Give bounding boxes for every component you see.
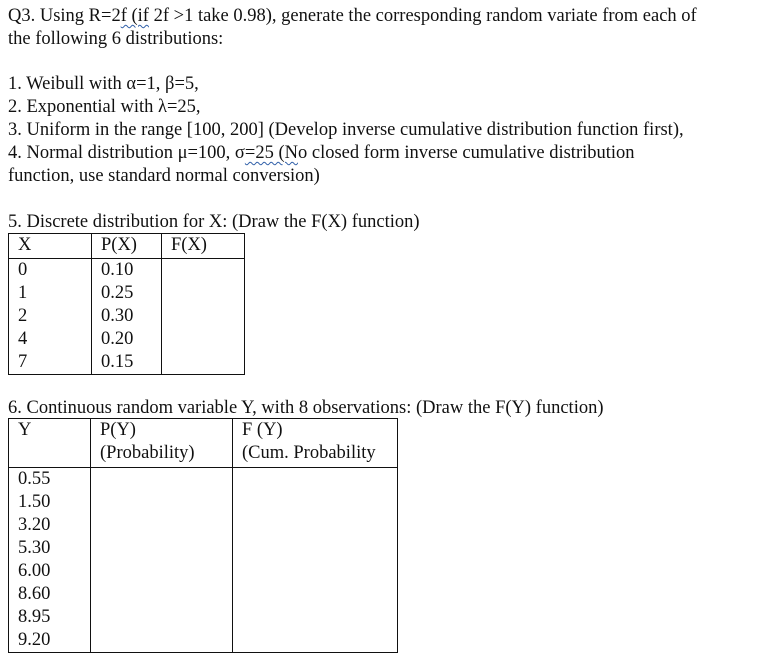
table-row: [9, 560, 398, 583]
header-py-line2: (Probability): [100, 443, 195, 463]
table-cell: 0: [9, 259, 92, 283]
header-y-line1: Y: [18, 420, 32, 440]
table-cell: [91, 537, 233, 560]
table-cell: [91, 629, 233, 653]
table-cell: [91, 583, 233, 606]
table-row: [9, 491, 398, 514]
question-line-2: the following 6 distributions:: [8, 29, 224, 49]
header-x: X: [9, 234, 92, 259]
item-normal-a: 4. Normal distribution μ=100, σ: [8, 143, 245, 163]
header-fy: [233, 419, 398, 468]
section5-title: 5. Discrete distribution for X: (Draw the F(X) function): [8, 212, 420, 232]
table-cell: 5.30: [9, 537, 91, 560]
table-row: [9, 328, 245, 351]
table-cell: 0.30: [92, 305, 162, 328]
table-row: [9, 583, 398, 606]
table-cell: [91, 491, 233, 514]
header-fy-line1: F (Y): [242, 420, 283, 440]
spelling-flag: f (if: [120, 6, 149, 26]
table-row: [9, 351, 245, 375]
header-fx: F(X): [162, 234, 245, 259]
header-fy-line2: (Cum. Probability: [242, 443, 376, 463]
item-weibull: 1. Weibull with α=1, β=5,: [8, 74, 199, 94]
table-cell: [233, 560, 398, 583]
table-cell: 7: [9, 351, 92, 375]
table-cell: [91, 606, 233, 629]
table-cell: [91, 514, 233, 537]
table-row: [9, 606, 398, 629]
table-header-row: [9, 234, 245, 259]
table-cell: 3.20: [9, 514, 91, 537]
item-uniform: 3. Uniform in the range [100, 200] (Develop inverse cumulative distribution function first),: [8, 120, 684, 140]
header-py: [91, 419, 233, 468]
table-cell: [233, 583, 398, 606]
discrete-distribution-table: [8, 233, 245, 375]
table-cell: [91, 560, 233, 583]
table-cell: 0.25: [92, 282, 162, 305]
table-cell: 0.10: [92, 259, 162, 283]
question-line-1: [8, 5, 697, 28]
table-cell: [162, 305, 245, 328]
table-cell: 9.20: [9, 629, 91, 653]
table-row: [9, 305, 245, 328]
table-cell: 2: [9, 305, 92, 328]
table-cell: 4: [9, 328, 92, 351]
table-cell: 1.50: [9, 491, 91, 514]
table-row: [9, 629, 398, 653]
table-row: [9, 537, 398, 560]
table-cell: [233, 629, 398, 653]
table-cell: [162, 351, 245, 375]
table-cell: 0.15: [92, 351, 162, 375]
table-cell: [233, 514, 398, 537]
table-cell: [162, 282, 245, 305]
table-cell: [162, 328, 245, 351]
header-y: [9, 419, 91, 468]
table-cell: 8.95: [9, 606, 91, 629]
question-text-a: Q3. Using R=2: [8, 6, 121, 26]
question-text-b: 2f >1 take 0.98), generate the corresponding random variate from each of: [148, 6, 697, 26]
header-py-line1: P(Y): [100, 420, 136, 440]
table-cell: 0.20: [92, 328, 162, 351]
table-cell: 0.55: [9, 468, 91, 492]
table-cell: [162, 259, 245, 283]
table-cell: 8.60: [9, 583, 91, 606]
table-cell: [233, 468, 398, 492]
table-cell: [233, 491, 398, 514]
table-cell: 1: [9, 282, 92, 305]
item-normal-b: o closed form inverse cumulative distribution: [298, 143, 635, 163]
table-header-row: [9, 419, 398, 468]
header-px: P(X): [92, 234, 162, 259]
item-exponential: 2. Exponential with λ=25,: [8, 97, 201, 117]
table-row: [9, 514, 398, 537]
item-normal: [8, 142, 635, 165]
table-cell: [233, 537, 398, 560]
table-row: [9, 259, 245, 283]
table-row: [9, 282, 245, 305]
continuous-variable-table: [8, 418, 398, 653]
spelling-flag: =25 (N: [244, 143, 298, 163]
item-normal-line-2: function, use standard normal conversion): [8, 166, 320, 186]
table-cell: 6.00: [9, 560, 91, 583]
table-cell: [91, 468, 233, 492]
table-row: [9, 468, 398, 492]
section6-title: 6. Continuous random variable Y, with 8 observations: (Draw the F(Y) function): [8, 398, 604, 418]
table-cell: [233, 606, 398, 629]
